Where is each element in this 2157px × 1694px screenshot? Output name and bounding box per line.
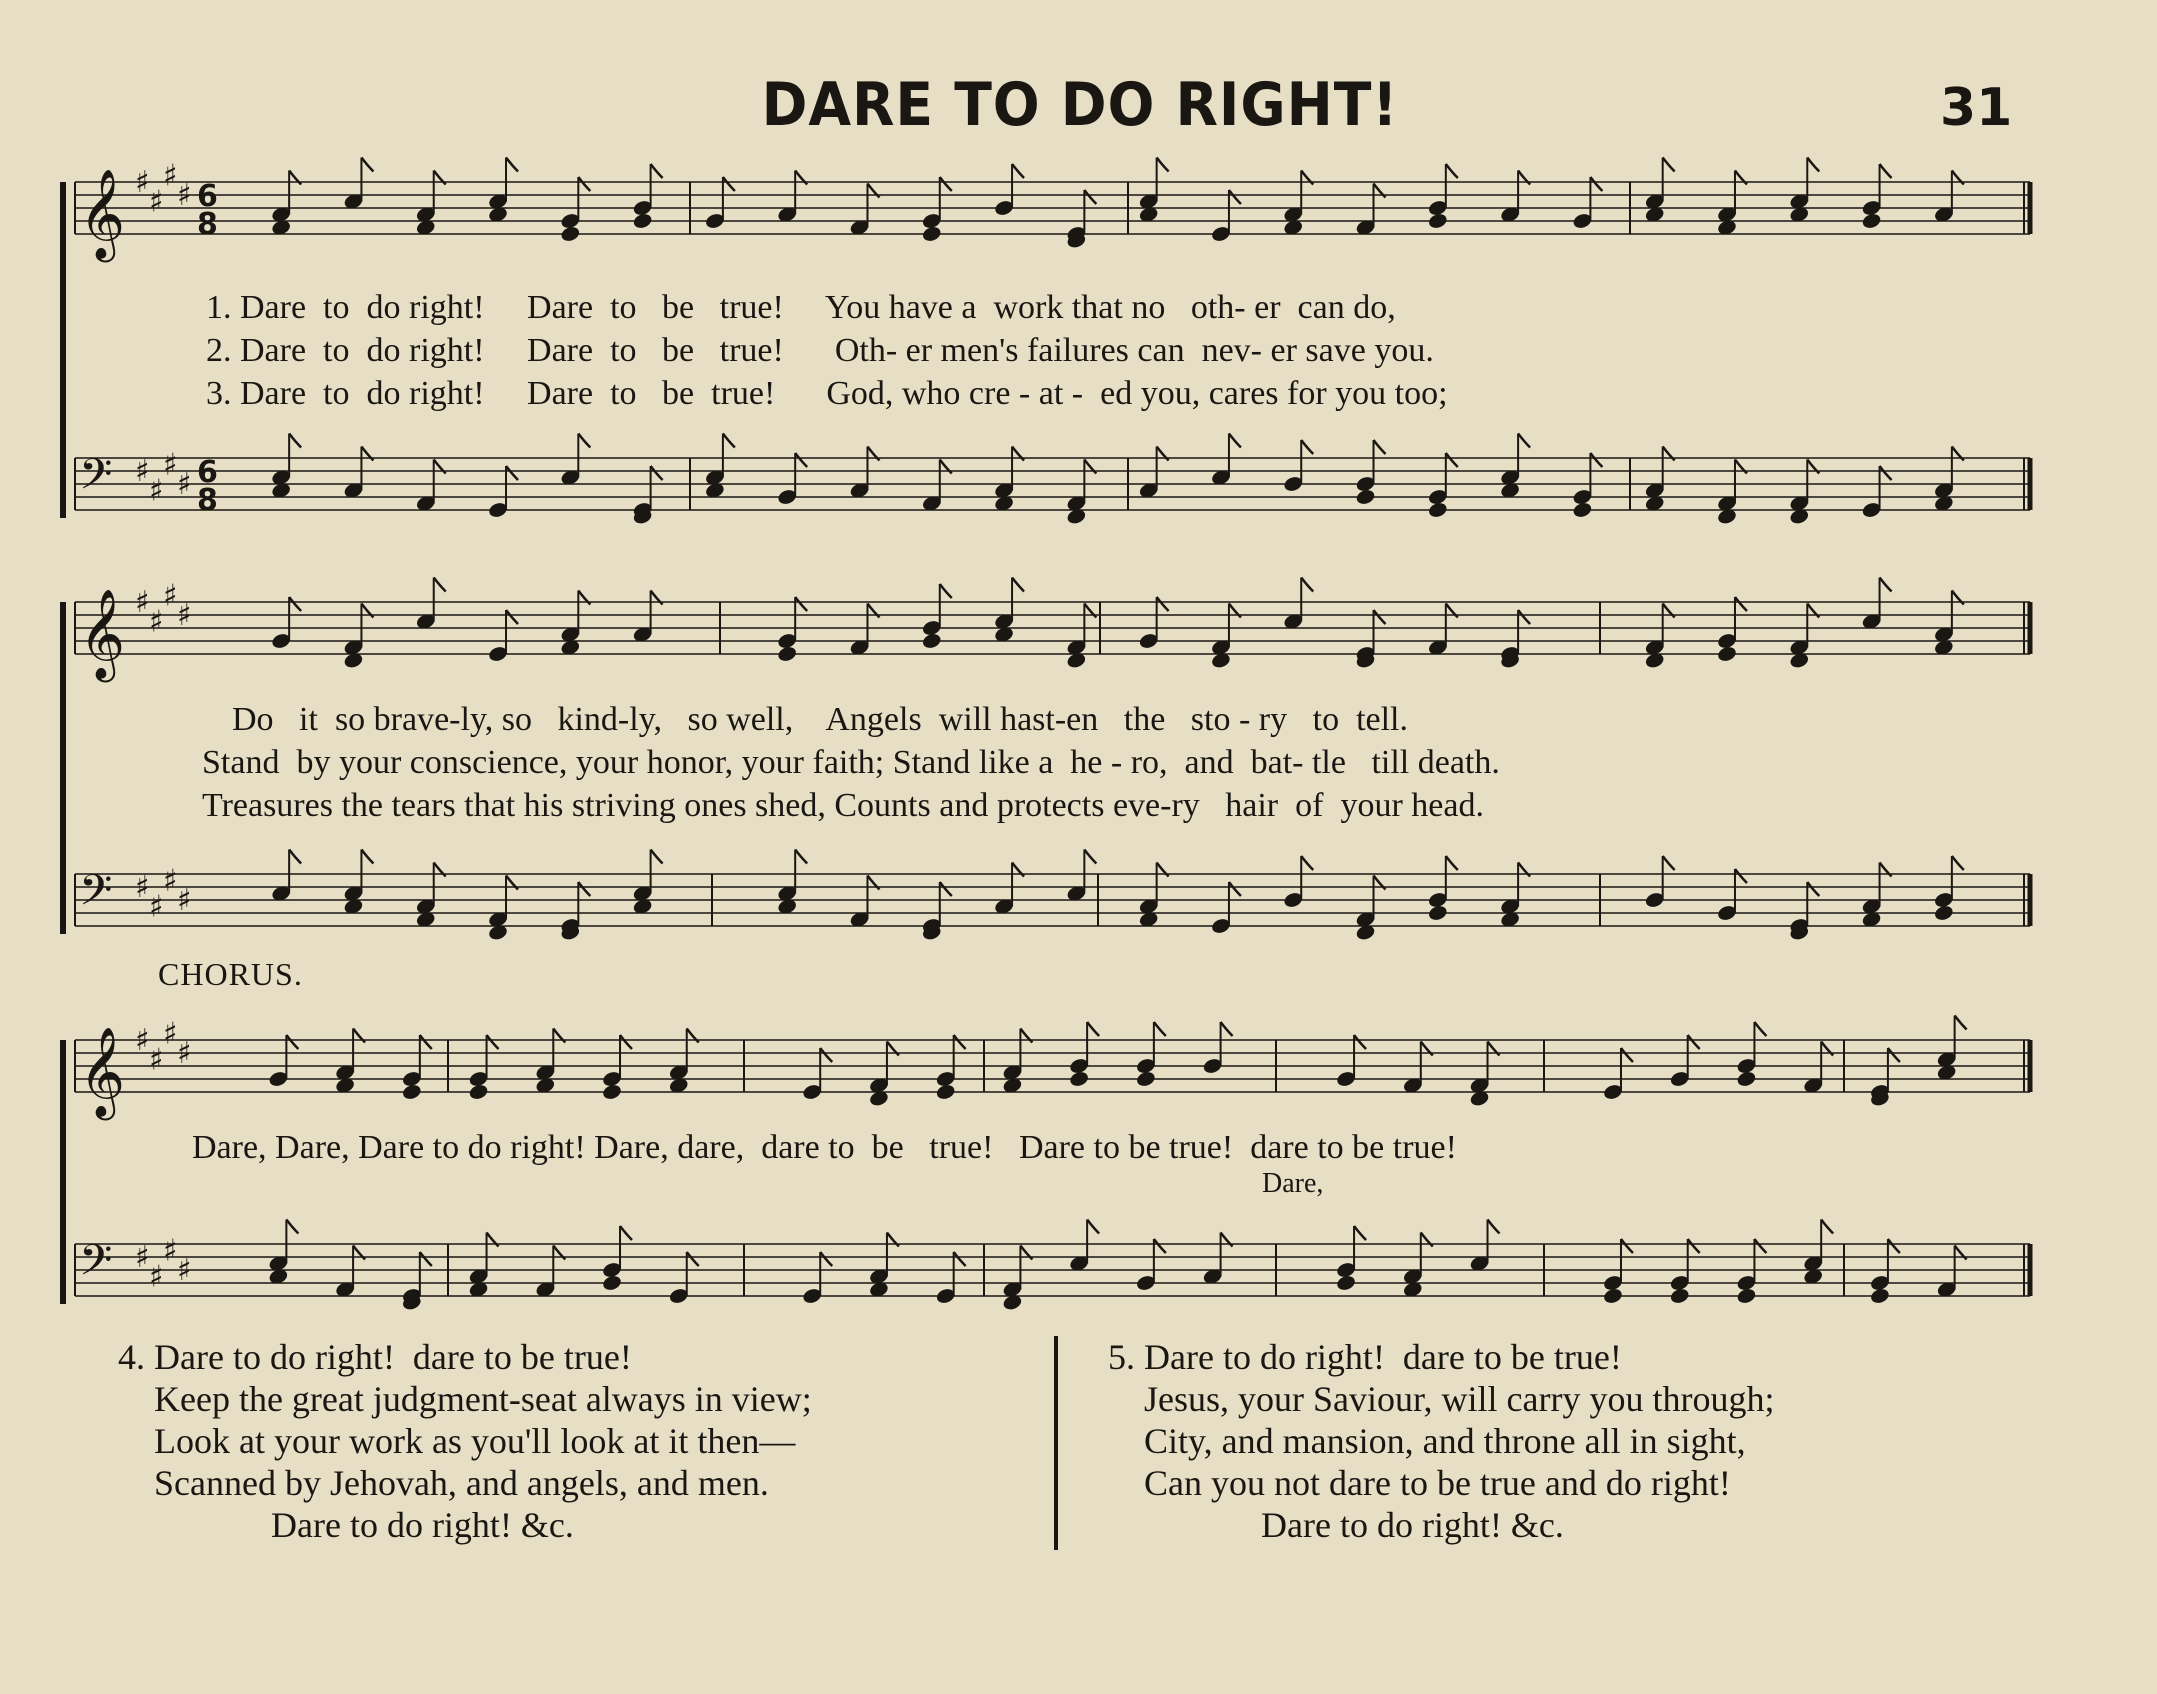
svg-text:6: 6 xyxy=(197,179,218,214)
chorus-label: CHORUS. xyxy=(158,956,303,992)
page-title: DARE TO DO RIGHT! xyxy=(761,70,1399,140)
svg-text:𝄞: 𝄞 xyxy=(79,169,126,259)
svg-text:♯: ♯ xyxy=(163,1233,178,1269)
svg-text:♯: ♯ xyxy=(177,178,192,213)
svg-text:8: 8 xyxy=(197,483,218,518)
svg-text:♯: ♯ xyxy=(135,454,150,489)
svg-text:8: 8 xyxy=(197,207,218,242)
svg-text:♯: ♯ xyxy=(177,1036,192,1071)
svg-text:♯: ♯ xyxy=(149,604,164,640)
system1-lyric-verse3: 3. Dare to do right! Dare to be true! God, who cre - at - ed you, cares for you too; xyxy=(206,375,1448,412)
system3-bass-staff xyxy=(0,1222,2157,1332)
verse-4-line-3: Look at your work as you'll look at it then— xyxy=(118,1421,796,1461)
svg-text:♯: ♯ xyxy=(135,1240,150,1275)
verse-5-line-4: Can you not dare to be true and do right! xyxy=(1108,1463,1731,1503)
verse-5-line-3: City, and mansion, and throne all in sight, xyxy=(1108,1421,1746,1461)
verse-4-line-1: 4. Dare to do right! dare to be true! xyxy=(118,1337,632,1377)
svg-text:𝄢: 𝄢 xyxy=(79,450,113,510)
verse-4-line-2: Keep the great judgment-seat always in view; xyxy=(118,1379,812,1419)
svg-text:♯: ♯ xyxy=(135,585,150,620)
svg-text:♯: ♯ xyxy=(177,467,192,502)
svg-text:♯: ♯ xyxy=(163,158,178,194)
svg-text:♯: ♯ xyxy=(149,1042,164,1078)
verse-divider xyxy=(1054,1336,1058,1550)
chorus-lyric: Dare, Dare, Dare to do right! Dare, dare, dare to be true! Dare to be true! dare to be true! xyxy=(192,1129,1457,1166)
svg-text:♯: ♯ xyxy=(163,1016,178,1052)
system2-bass-staff xyxy=(0,852,2157,962)
verse-4 xyxy=(118,1336,812,1546)
svg-text:♯: ♯ xyxy=(149,889,164,925)
system2-lyric-verse2: Stand by your conscience, your honor, your faith; Stand like a he - ro, and bat- tle till death. xyxy=(202,744,1500,781)
svg-text:♯: ♯ xyxy=(135,870,150,905)
system1-bass-staff xyxy=(0,436,2157,546)
verse-4-line-4: Scanned by Jehovah, and angels, and men. xyxy=(118,1463,769,1503)
verse-5-line-2: Jesus, your Saviour, will carry you through; xyxy=(1108,1379,1775,1419)
svg-text:♯: ♯ xyxy=(163,447,178,483)
system2-lyric-verse1: Do it so brave-ly, so kind-ly, so well, Angels will hast-en the sto - ry to tell. xyxy=(232,701,1409,738)
svg-text:♯: ♯ xyxy=(149,184,164,220)
svg-text:♯: ♯ xyxy=(177,1253,192,1288)
svg-text:♯: ♯ xyxy=(135,1023,150,1058)
svg-text:6: 6 xyxy=(197,455,218,490)
svg-text:♯: ♯ xyxy=(149,473,164,509)
system1-lyric-verse2: 2. Dare to do right! Dare to be true! Oth- er men's failures can nev- er save you. xyxy=(206,332,1434,369)
system1-treble-staff xyxy=(0,160,2157,270)
svg-text:𝄢: 𝄢 xyxy=(79,866,113,926)
system2-treble-staff xyxy=(0,580,2157,690)
svg-text:♯: ♯ xyxy=(149,1259,164,1295)
bass-dare-label: Dare, xyxy=(1262,1168,1324,1199)
svg-text:𝄞: 𝄞 xyxy=(79,1027,126,1117)
svg-text:♯: ♯ xyxy=(177,883,192,918)
system2-lyric-verse3: Treasures the tears that his striving ones shed, Counts and protects eve-ry hair of your head. xyxy=(202,787,1484,824)
page-number: 31 xyxy=(1940,78,2013,138)
svg-text:♯: ♯ xyxy=(177,598,192,633)
svg-text:♯: ♯ xyxy=(163,863,178,899)
system1-lyric-verse1: 1. Dare to do right! Dare to be true! You have a work that no oth- er can do, xyxy=(206,289,1396,326)
svg-text:𝄞: 𝄞 xyxy=(79,589,126,679)
verse-5 xyxy=(1108,1336,1774,1546)
svg-text:𝄢: 𝄢 xyxy=(79,1236,113,1296)
system3-treble-staff xyxy=(0,1018,2157,1128)
verse-5-line-5: Dare to do right! &c. xyxy=(1108,1505,1564,1545)
svg-text:♯: ♯ xyxy=(135,165,150,200)
svg-text:♯: ♯ xyxy=(163,578,178,614)
verse-5-line-1: 5. Dare to do right! dare to be true! xyxy=(1108,1337,1622,1377)
verse-4-line-5: Dare to do right! &c. xyxy=(118,1505,574,1545)
